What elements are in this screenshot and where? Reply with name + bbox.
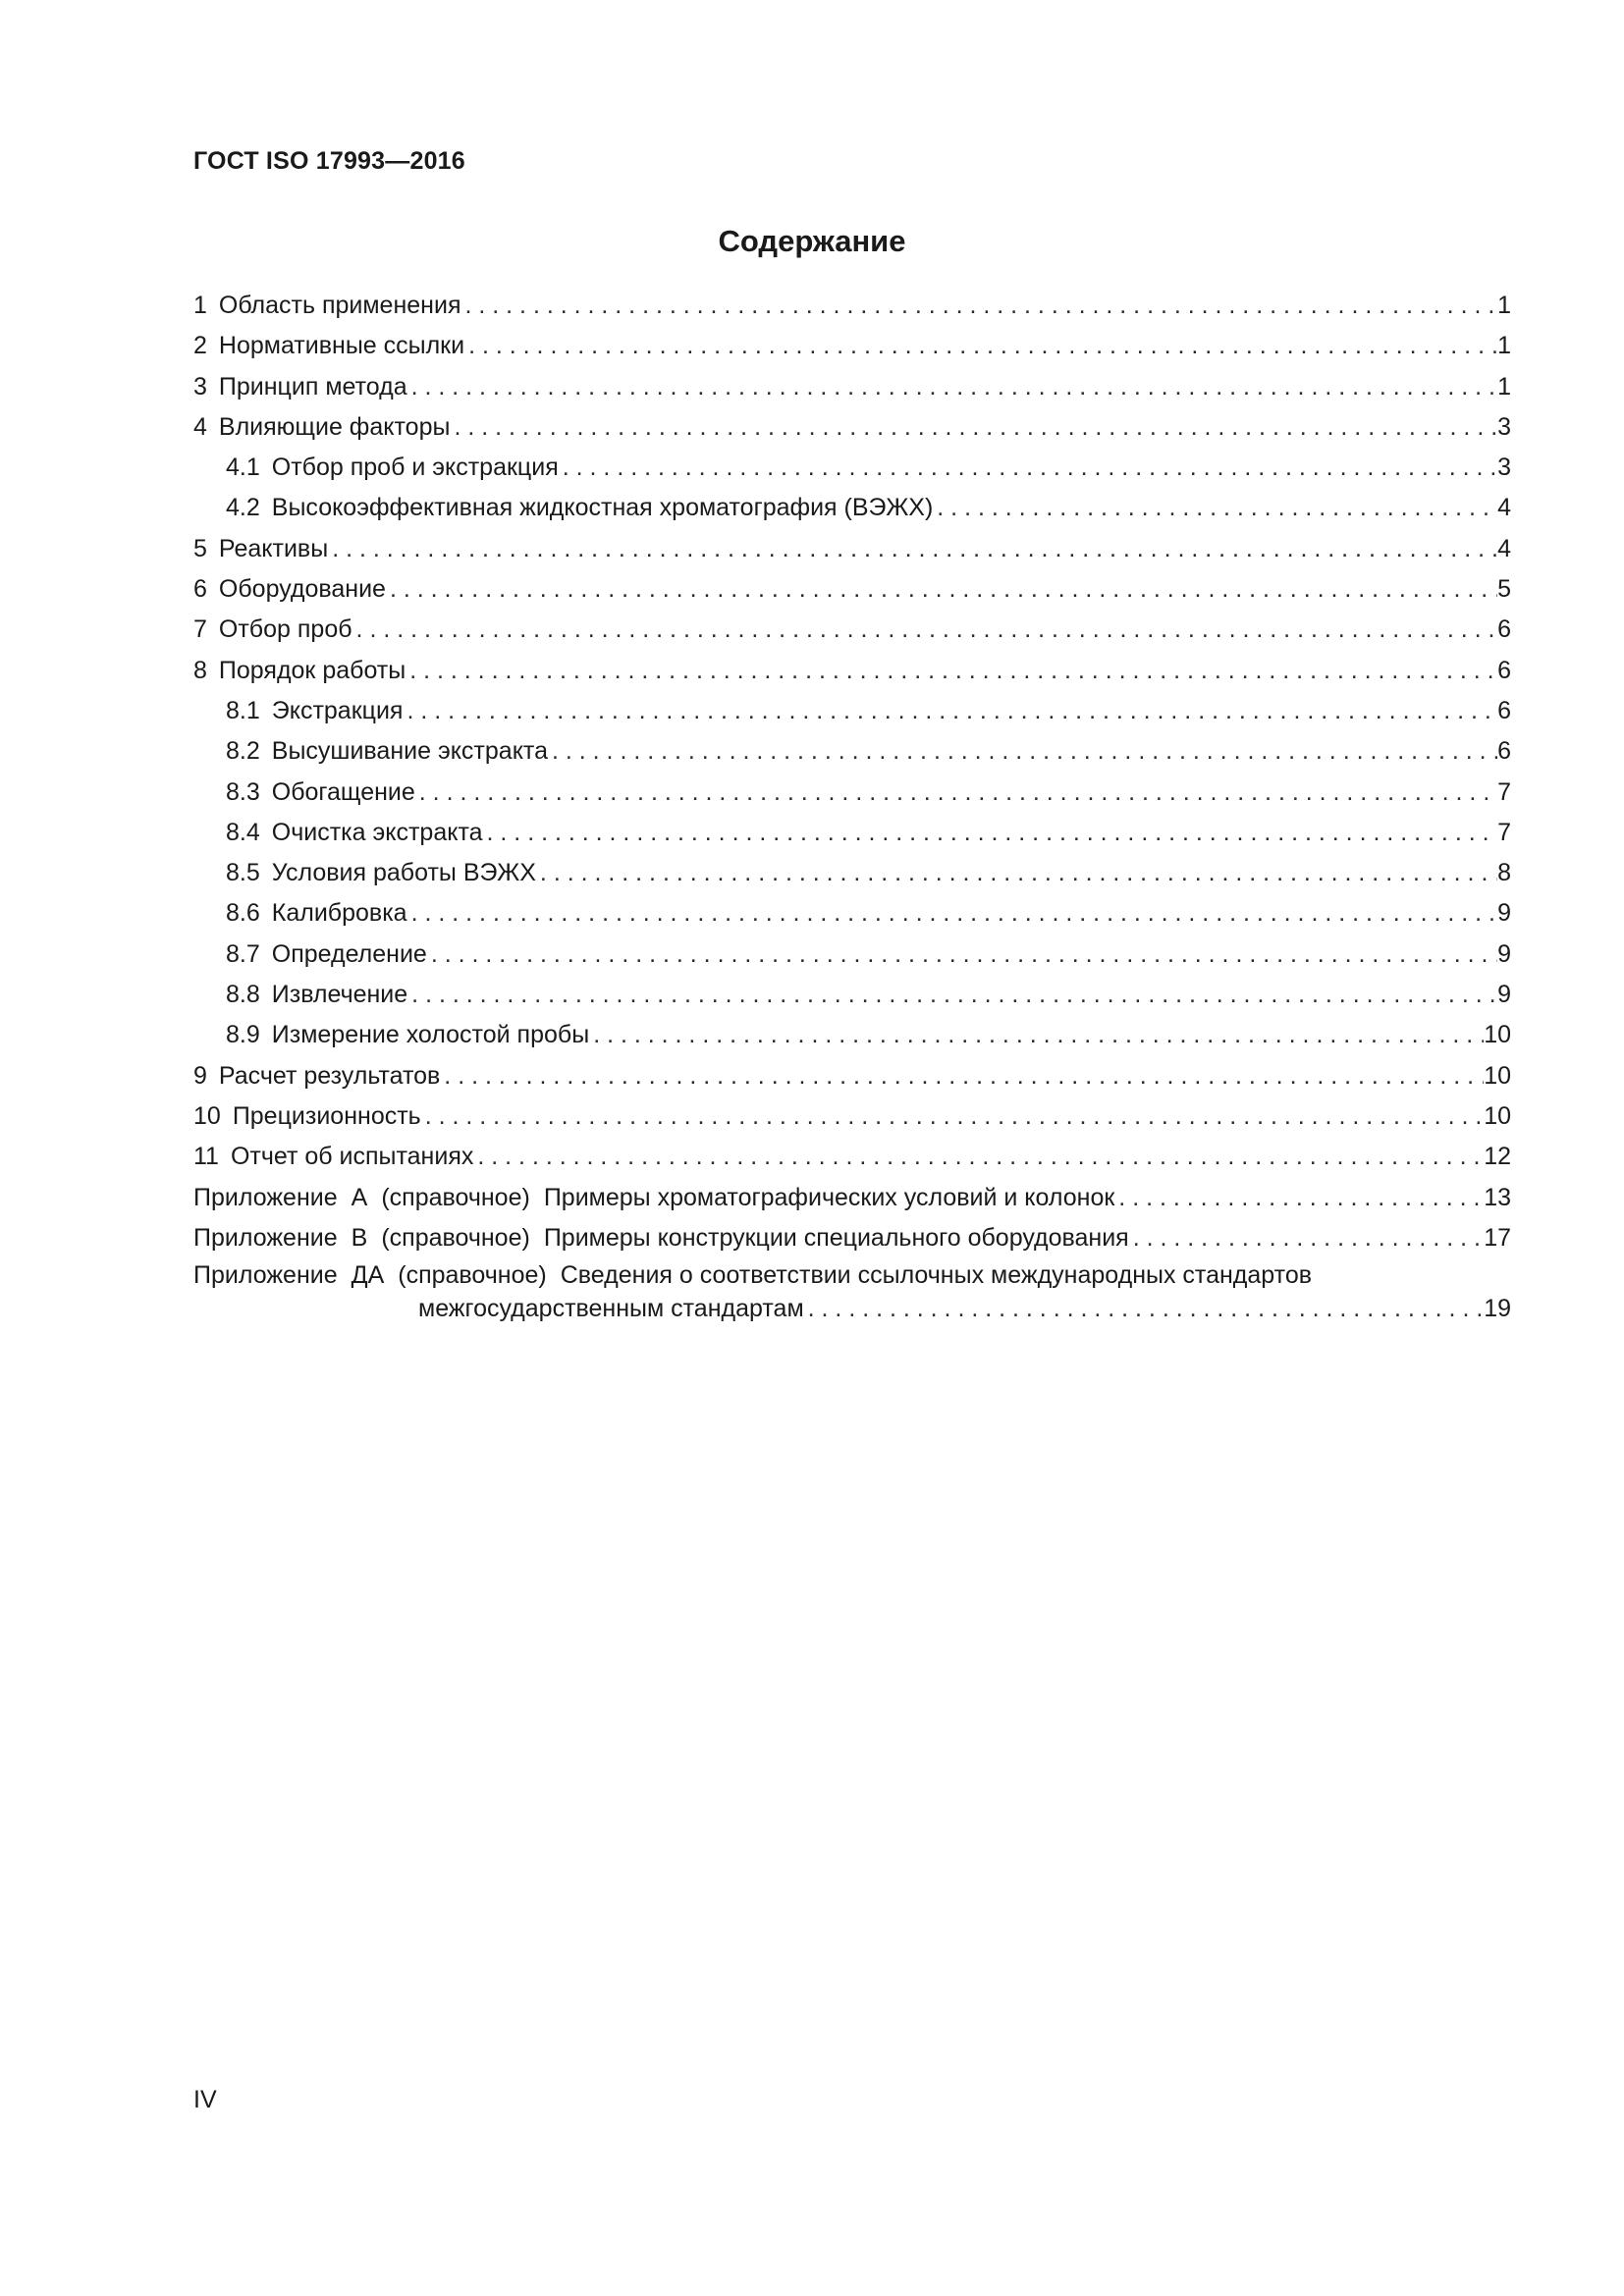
toc-entry[interactable]	[193, 1056, 1511, 1096]
table-of-contents	[193, 286, 1511, 1325]
appendix-title: Примеры конструкции специального оборудования	[543, 1223, 1129, 1252]
toc-entry-number: 1	[193, 292, 207, 319]
toc-leader-dots	[559, 448, 1497, 488]
toc-entry[interactable]	[193, 610, 1511, 650]
toc-entry-label: Влияющие факторы	[218, 412, 451, 441]
toc-entry[interactable]	[193, 651, 1511, 691]
toc-leader-dots	[464, 326, 1497, 366]
toc-leader-dots	[1114, 1178, 1484, 1218]
toc-entry-label: Высокоэффективная жидкостная хроматография (ВЭЖХ)	[271, 494, 934, 522]
appendix-title: Примеры хроматографических условий и колонок	[543, 1183, 1115, 1211]
toc-entry-page: 19	[1484, 1295, 1511, 1323]
toc-entry-label: Измерение холостой пробы	[271, 1021, 590, 1049]
toc-entry-number: 8.9	[226, 1021, 260, 1049]
toc-entry-page: 6	[1497, 656, 1511, 684]
toc-leader-dots	[421, 1096, 1484, 1137]
toc-subentry[interactable]	[193, 488, 1511, 528]
toc-entry-page: 6	[1497, 615, 1511, 644]
toc-entry-label: Очистка экстракта	[271, 818, 483, 846]
toc-entry-page: 1	[1497, 372, 1511, 400]
toc-entry-number: 2	[193, 332, 207, 360]
toc-entry-number: 8.6	[226, 899, 260, 928]
toc-leader-dots	[403, 691, 1497, 731]
toc-entry[interactable]	[193, 1137, 1511, 1177]
toc-entry-number: 6	[193, 575, 207, 604]
toc-subentry[interactable]	[193, 934, 1511, 975]
toc-entry-page: 7	[1497, 818, 1511, 846]
toc-appendix-entry[interactable]	[193, 1258, 1511, 1325]
toc-subentry[interactable]	[193, 853, 1511, 893]
toc-entry-label: Отбор проб	[218, 615, 352, 644]
toc-entry-number: 8.7	[226, 939, 260, 968]
toc-entry-label: Отчет об испытаниях	[230, 1143, 474, 1171]
toc-leader-dots	[407, 893, 1498, 934]
toc-leader-dots	[415, 773, 1497, 813]
toc-subentry[interactable]	[193, 691, 1511, 731]
toc-entry-label: Экстракция	[271, 696, 404, 724]
toc-subentry[interactable]	[193, 1015, 1511, 1055]
toc-entry-number: 8.3	[226, 777, 260, 806]
appendix-prefix: Приложение	[193, 1223, 338, 1252]
toc-entry-number: 4	[193, 412, 207, 441]
toc-title: Содержание	[718, 224, 906, 258]
toc-leader-dots	[933, 488, 1497, 528]
toc-entry-number: 10	[193, 1101, 221, 1130]
toc-leader-dots	[427, 934, 1497, 975]
toc-entry-page: 3	[1497, 454, 1511, 482]
toc-entry-page: 3	[1497, 412, 1511, 441]
toc-entry-number: 8.8	[226, 981, 260, 1009]
appendix-letter: А	[351, 1183, 368, 1211]
toc-entry-label: Обогащение	[271, 777, 415, 806]
toc-entry-page: 9	[1497, 939, 1511, 968]
appendix-type: (справочное)	[381, 1183, 530, 1211]
toc-leader-dots	[407, 975, 1497, 1015]
toc-entry-page: 1	[1497, 292, 1511, 319]
toc-leader-dots	[450, 407, 1497, 448]
toc-entry-number: 5	[193, 534, 207, 562]
toc-entry[interactable]	[193, 367, 1511, 407]
appendix-type: (справочное)	[381, 1223, 530, 1252]
appendix-type: (справочное)	[398, 1261, 547, 1290]
toc-entry-label: Область применения	[218, 292, 461, 319]
appendix-letter: В	[351, 1223, 368, 1252]
toc-leader-dots	[406, 651, 1497, 691]
toc-subentry[interactable]	[193, 975, 1511, 1015]
toc-entry-page: 9	[1497, 899, 1511, 928]
toc-entry-page: 17	[1484, 1223, 1511, 1252]
toc-entry-number: 8.5	[226, 859, 260, 887]
toc-entry-number: 4.1	[226, 454, 260, 482]
toc-leader-dots	[548, 731, 1497, 772]
toc-leader-dots	[483, 813, 1498, 853]
toc-leader-dots	[386, 569, 1497, 610]
toc-entry-number: 8.2	[226, 737, 260, 766]
toc-leader-dots	[328, 529, 1497, 569]
toc-entry-label: Расчет результатов	[218, 1061, 441, 1090]
toc-leader-dots	[589, 1015, 1484, 1055]
toc-entry-label: Реактивы	[218, 534, 329, 562]
toc-entry-label: Нормативные ссылки	[218, 332, 465, 360]
toc-entry-label: Оборудование	[218, 575, 386, 604]
toc-entry-number: 8	[193, 656, 207, 684]
toc-entry-page: 4	[1497, 534, 1511, 562]
toc-leader-dots	[440, 1056, 1484, 1096]
toc-entry[interactable]	[193, 569, 1511, 610]
toc-entry-page: 1	[1497, 332, 1511, 360]
toc-entry-page: 4	[1497, 494, 1511, 522]
toc-entry-page: 5	[1497, 575, 1511, 604]
toc-entry-page: 8	[1497, 859, 1511, 887]
toc-subentry[interactable]	[193, 448, 1511, 488]
toc-entry-label: Порядок работы	[218, 656, 406, 684]
appendix-prefix: Приложение	[193, 1261, 338, 1290]
toc-entry-page: 12	[1484, 1143, 1511, 1171]
toc-leader-dots	[460, 286, 1497, 326]
toc-entry-number: 9	[193, 1061, 207, 1090]
document-code: ГОСТ ISO 17993—2016	[193, 147, 465, 175]
toc-entry-page: 6	[1497, 737, 1511, 766]
toc-entry-number: 4.2	[226, 494, 260, 522]
toc-entry-number: 3	[193, 372, 207, 400]
toc-entry-page: 7	[1497, 777, 1511, 806]
appendix-title-continuation: межгосударственным стандартам	[418, 1295, 804, 1323]
toc-subentry[interactable]	[193, 731, 1511, 772]
toc-entry[interactable]	[193, 326, 1511, 366]
toc-leader-dots	[407, 367, 1498, 407]
toc-entry-page: 9	[1497, 981, 1511, 1009]
appendix-letter: ДА	[351, 1261, 385, 1290]
toc-entry-number: 11	[193, 1143, 219, 1171]
toc-subentry[interactable]	[193, 893, 1511, 934]
toc-appendix-entry[interactable]	[193, 1178, 1511, 1218]
toc-leader-dots	[473, 1137, 1484, 1177]
appendix-prefix: Приложение	[193, 1183, 338, 1211]
toc-entry-label: Прецизионность	[232, 1101, 421, 1130]
toc-entry-number: 8.4	[226, 818, 260, 846]
toc-entry-number: 7	[193, 615, 207, 644]
toc-entry-number: 8.1	[226, 696, 260, 724]
toc-entry-label: Извлечение	[271, 981, 408, 1009]
toc-entry-page: 10	[1484, 1061, 1511, 1090]
toc-leader-dots	[1129, 1218, 1484, 1258]
toc-leader-dots	[352, 610, 1498, 650]
toc-leader-dots	[804, 1292, 1485, 1325]
toc-entry-label: Калибровка	[271, 899, 407, 928]
toc-subentry[interactable]	[193, 813, 1511, 853]
toc-entry-page: 13	[1484, 1183, 1511, 1211]
toc-entry[interactable]	[193, 407, 1511, 448]
appendix-title: Сведения о соответствии ссылочных международных стандартов	[560, 1261, 1313, 1290]
toc-appendix-entry[interactable]	[193, 1218, 1511, 1258]
page-number: IV	[193, 2086, 217, 2113]
toc-entry-label: Определение	[271, 939, 427, 968]
toc-entry-page: 6	[1497, 696, 1511, 724]
toc-entry-label: Отбор проб и экстракция	[271, 454, 559, 482]
toc-entry-label: Условия работы ВЭЖХ	[271, 859, 536, 887]
toc-entry[interactable]	[193, 1096, 1511, 1137]
toc-leader-dots	[536, 853, 1497, 893]
toc-entry[interactable]	[193, 286, 1511, 326]
toc-entry-page: 10	[1484, 1021, 1511, 1049]
toc-entry-page: 10	[1484, 1101, 1511, 1130]
toc-subentry[interactable]	[193, 773, 1511, 813]
toc-entry-label: Принцип метода	[218, 372, 407, 400]
toc-entry[interactable]	[193, 529, 1511, 569]
toc-entry-label: Высушивание экстракта	[271, 737, 548, 766]
